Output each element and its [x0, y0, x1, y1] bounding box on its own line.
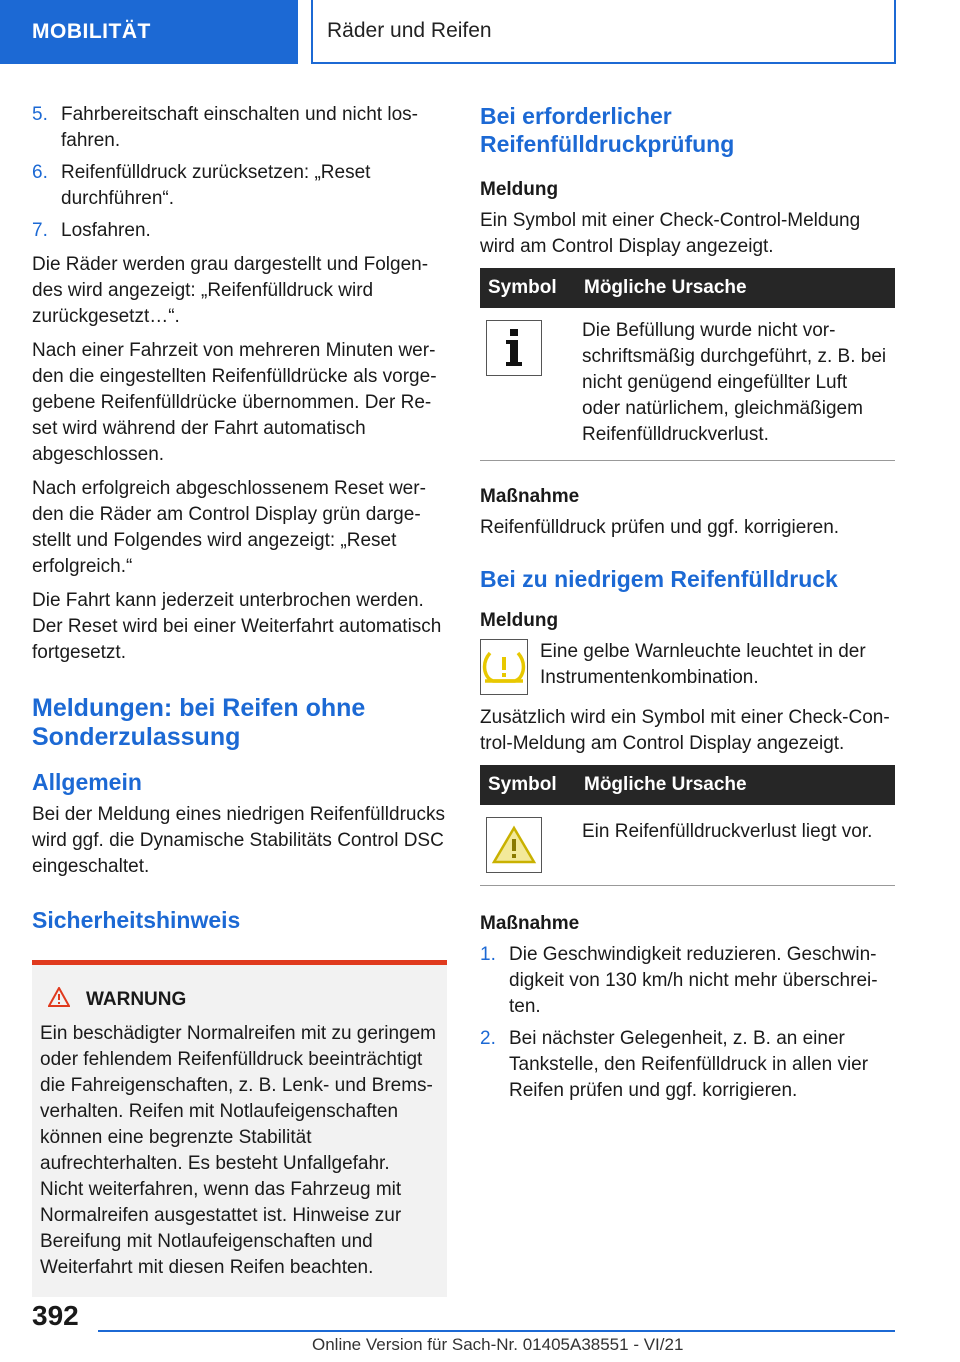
- section-tab: MOBILITÄT: [0, 0, 298, 64]
- page-title: Räder und Reifen: [311, 0, 896, 64]
- paragraph: Die Fahrt kann jederzeit unterbrochen werden. Der Reset wird bei einer Weiterfahrt automatisch fortgesetzt.: [32, 590, 442, 663]
- warning-text: Ein beschädigter Normalreifen mit zu geringem oder fehlendem Reifenfülldruck beeinträchtigt die Fahreigenschaften, z. B. Lenk- und Bremsverhalten. Reifen mit Notlaufeigenschaften können eine begrenzte Stabilität aufrechterhalten. Es besteht Unfallgefahr. Nicht weiterfahren, wenn das Fahrzeug mit Normalreifen ausgestattet ist. Hinweise zur Bereifung mit Notlaufeigenschaften und Weiterfahrt mit diesen Reifen beachten.: [40, 1023, 437, 1278]
- footer-divider: [98, 1330, 895, 1332]
- step-text: Reifenfülldruck zurücksetzen: „Reset durchführen“.: [61, 162, 371, 209]
- step-text: Bei nächster Gelegenheit, z. B. an einer Tankstelle, den Reifenfülldruck in allen vier Reifen prüfen und ggf. korrigieren.: [509, 1028, 869, 1101]
- subsection-heading: Bei erforderlicher Reifenfülldruckprüfung: [480, 103, 735, 157]
- paragraph: Zusätzlich wird ein Symbol mit einer Check-Control-Meldung am Control Display angezeigt.: [480, 707, 890, 754]
- paragraph: Nach einer Fahrzeit von mehreren Minuten werden die eingestellten Reifenfülldrücke als vorgegebene Reifenfülldrücke übernommen. Der Reset wird während der Fahrt automatisch abgeschlossen.: [32, 340, 437, 465]
- reset-steps: [32, 102, 447, 244]
- page-number: 392: [32, 1300, 79, 1331]
- footer-online-version: Online Version für Sach-Nr. 01405A38551 - VI/21: [312, 1335, 684, 1354]
- paragraph: Bei der Meldung eines niedrigen Reifenfülldrucks wird ggf. die Dynamische Stabilitäts Control DSC eingeschaltet.: [32, 804, 445, 877]
- table-cell: [480, 308, 576, 461]
- action-steps: [480, 942, 895, 1104]
- step-number: 6.: [32, 162, 48, 183]
- section-heading: Meldungen: bei Reifen ohne Sonderzulassung: [32, 694, 366, 751]
- subsection-heading: Allgemein: [32, 769, 142, 795]
- step-number: 5.: [32, 104, 48, 125]
- step-number: 1.: [480, 944, 496, 965]
- table-row: [480, 308, 895, 461]
- info-icon: [486, 320, 542, 376]
- paragraph: Ein Symbol mit einer Check-Control-Meldung wird am Control Display angezeigt.: [480, 210, 861, 257]
- label-heading: Meldung: [480, 610, 559, 631]
- list-item: [32, 160, 447, 212]
- symbol-table: [480, 765, 895, 886]
- symbol-table: [480, 268, 895, 461]
- warning-header: [40, 987, 437, 1013]
- warning-lamp-row: [480, 639, 895, 695]
- warning-triangle-icon: [486, 817, 542, 873]
- step-text: Fahrbereitschaft einschalten und nicht losfahren.: [61, 104, 418, 151]
- subsection-heading: Bei zu niedrigem Reifenfülldruck: [480, 566, 838, 592]
- list-item: [32, 218, 447, 244]
- step-text: Die Geschwindigkeit reduzieren. Geschwindigkeit von 130 km/h nicht mehr überschreiten.: [509, 944, 878, 1017]
- paragraph: Eine gelbe Warnleuchte leuchtet in der Instrumentenkombination.: [540, 641, 866, 688]
- label-heading: Maßnahme: [480, 486, 580, 507]
- paragraph: Die Räder werden grau dargestellt und Folgendes wird angezeigt: „Reifenfülldruck wird zurückgesetzt…“.: [32, 254, 429, 327]
- paragraph: Nach erfolgreich abgeschlossenem Reset werden die Räder am Control Display grün dargestellt und Folgendes wird angezeigt: „Reset erfolgreich.“: [32, 478, 426, 577]
- list-item: [480, 1026, 895, 1104]
- column-header: Mögliche Ursache: [576, 765, 895, 805]
- right-column: [480, 102, 895, 1112]
- table-cell: [480, 805, 576, 886]
- list-item: [32, 102, 447, 154]
- warning-triangle-icon: [48, 987, 86, 1013]
- label-heading: Meldung: [480, 179, 559, 200]
- column-header: Mögliche Ursache: [576, 268, 895, 308]
- warning-title: WARNUNG: [86, 989, 187, 1010]
- paragraph: Reifenfülldruck prüfen und ggf. korrigieren.: [480, 517, 840, 538]
- step-number: 2.: [480, 1028, 496, 1049]
- table-header-row: [480, 765, 895, 805]
- label-heading: Maßnahme: [480, 913, 580, 934]
- column-header: Symbol: [480, 268, 576, 308]
- subsection-heading: Sicherheitshinweis: [32, 907, 241, 933]
- warning-box: [32, 960, 447, 1297]
- list-item: [480, 942, 895, 1020]
- step-text: Losfahren.: [61, 220, 151, 241]
- left-column: [32, 102, 447, 1297]
- table-row: [480, 805, 895, 886]
- table-cell: Die Befüllung wurde nicht vorschriftsmäßig durchgeführt, z. B. bei nicht genügend eingefüllter Luft oder natürlichem, gleichmäßigem Reifenfülldruckverlust.: [576, 308, 895, 461]
- step-number: 7.: [32, 220, 48, 241]
- table-cell: Ein Reifenfülldruckverlust liegt vor.: [576, 805, 895, 886]
- tire-pressure-warning-icon: [480, 639, 528, 695]
- table-header-row: [480, 268, 895, 308]
- column-header: Symbol: [480, 765, 576, 805]
